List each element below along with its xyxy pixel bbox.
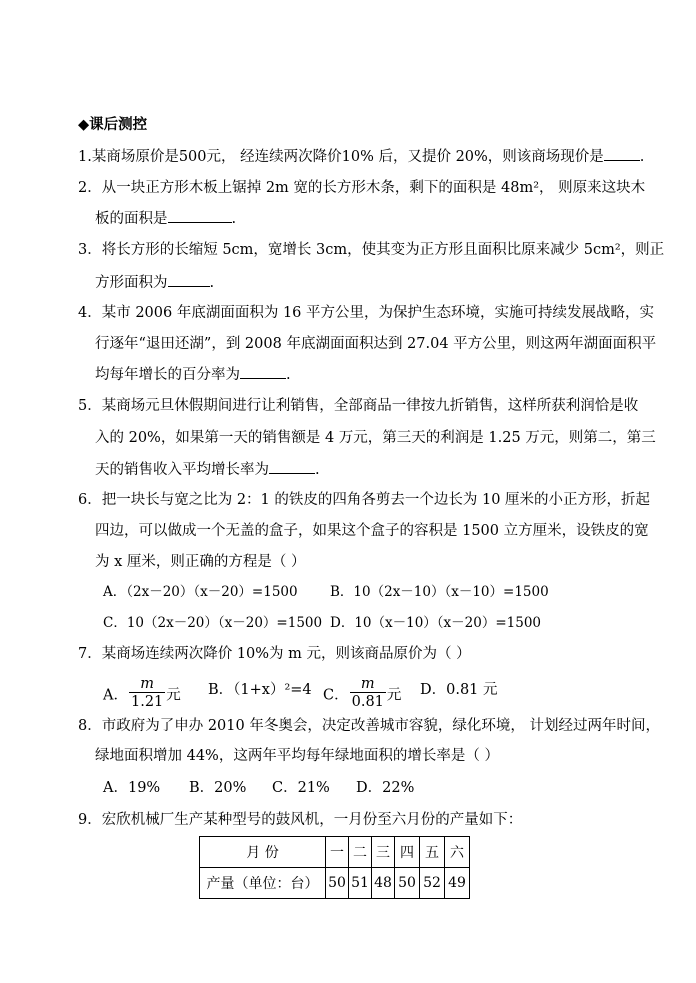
answer-blank: [168, 272, 210, 287]
answer-blank: [168, 208, 232, 223]
question-5-text: 天的销售收入平均增长率为: [95, 462, 269, 478]
table-value-cell: 50: [326, 868, 349, 899]
question-8-option-b: B．20%: [189, 780, 247, 796]
question-3-line-2: [95, 272, 214, 293]
question-7-line-1: 7．某商场连续两次降价 10%为 m 元，则该商品原价为（ ）: [78, 646, 471, 662]
question-5-tail: .: [315, 462, 320, 478]
table-value-cell: 52: [420, 868, 445, 899]
table-month-cell: 一: [326, 837, 349, 868]
fraction: [129, 676, 165, 711]
question-2-tail: .: [231, 211, 237, 227]
question-5-line-1: 5．某商场元旦休假期间进行让利销售，全部商品一律按九折销售，这样所获利润恰是收: [78, 398, 639, 414]
question-1: [78, 146, 644, 167]
question-9-line-1: 9．宏欣机械厂生产某种型号的鼓风机，一月份至六月份的产量如下：: [78, 812, 523, 828]
question-2-line-1: 2．从一块正方形木板上锯掉 2m 宽的长方形木条，剩下的面积是 48m²， 则原来这块木: [78, 180, 646, 196]
question-5-line-2: 入的 20%，如果第一天的销售额是 4 万元，第三天的利润是 1.25 万元，则第二，第三: [95, 430, 656, 446]
question-4-line-1: 4．某市 2006 年底湖面面积为 16 平方公里，为保护生态环境，实施可持续发展战略，实: [78, 305, 655, 321]
fraction-numerator: m: [360, 676, 375, 692]
table-row: [200, 837, 470, 868]
table-value-cell: 51: [349, 868, 372, 899]
section-title: ◆课后测控: [78, 116, 148, 133]
table-row-label: 产量（单位：台）: [200, 868, 326, 899]
option-c-label: C．: [323, 687, 349, 704]
question-6-option-b: B．10（2x－10）（x－10）=1500: [330, 584, 549, 600]
fraction-denominator: 0.81: [351, 694, 384, 710]
fraction-numerator: m: [140, 676, 154, 692]
question-1-text: 1.某商场原价是500元， 经连续两次降价10% 后，又提价 20%，则该商场现价是: [78, 149, 604, 165]
question-7-option-b: B．（1+x）²=4: [208, 682, 312, 698]
question-4-line-3: [95, 364, 291, 385]
question-6-line-3: 为 x 厘米，则正确的方程是（ ）: [95, 554, 306, 570]
question-2-text: 板的面积是: [95, 211, 168, 227]
table-month-cell: 四: [395, 837, 420, 868]
option-a-label: A．: [103, 687, 128, 704]
question-6-line-1: 6．把一块长与宽之比为 2：1 的铁皮的四角各剪去一个边长为 10 厘米的小正方形，折起: [78, 492, 651, 508]
question-8-line-1: 8．市政府为了申办 2010 年冬奥会，决定改善城市容貌，绿化环境， 计划经过两年时间，: [78, 718, 660, 734]
question-4-tail: .: [286, 367, 291, 383]
question-8-option-c: C．21%: [272, 780, 330, 796]
question-6-line-2: 四边，可以做成一个无盖的盒子，如果这个盒子的容积是 1500 立方厘米，设铁皮的宽: [95, 523, 649, 539]
fraction-denominator: 1.21: [130, 694, 164, 710]
table-header-label: 月 份: [200, 837, 326, 868]
question-4-text: 均每年增长的百分率为: [95, 367, 240, 383]
table-value-cell: 48: [372, 868, 395, 899]
question-6-option-d: D．10（x－10）（x－20）=1500: [330, 615, 542, 631]
table-value-cell: 50: [395, 868, 420, 899]
question-4-line-2: 行逐年“退田还湖”，到 2008 年底湖面面积达到 27.04 平方公里，则这两年湖面面积平: [95, 336, 657, 352]
table-month-cell: 六: [445, 837, 470, 868]
question-8-line-2: 绿地面积增加 44%，这两年平均每年绿地面积的增长率是（ ）: [95, 748, 499, 764]
question-6-option-c: C．10（2x－20）（x－20）=1500: [103, 615, 323, 631]
question-7-option-a: [103, 678, 181, 713]
table-value-cell: 49: [445, 868, 470, 899]
answer-blank: [240, 364, 286, 379]
question-8-option-a: A．19%: [103, 780, 161, 796]
answer-blank: [269, 459, 315, 474]
question-8-option-d: D．22%: [356, 780, 415, 796]
table-month-cell: 二: [349, 837, 372, 868]
question-3-text: 方形面积为: [95, 275, 168, 291]
question-1-tail: .: [639, 149, 645, 165]
question-7-option-c: [323, 678, 401, 713]
question-6-option-a: A．（2x－20）（x－20）=1500: [103, 584, 298, 600]
question-5-line-3: [95, 459, 320, 480]
question-3-line-1: 3．将长方形的长缩短 5cm，宽增长 3cm，使其变为正方形且面积比原来减少 5cm²，则正: [78, 242, 665, 258]
option-c-unit: 元: [386, 687, 402, 704]
fraction: [350, 676, 386, 711]
option-a-unit: 元: [166, 687, 181, 704]
table-row: [200, 868, 470, 899]
table-month-cell: 五: [420, 837, 445, 868]
question-3-tail: .: [209, 275, 215, 291]
answer-blank: [604, 146, 640, 161]
production-table: [199, 836, 470, 899]
table-month-cell: 三: [372, 837, 395, 868]
question-2-line-2: [95, 208, 236, 229]
question-7-option-d: D．0.81 元: [420, 682, 498, 698]
